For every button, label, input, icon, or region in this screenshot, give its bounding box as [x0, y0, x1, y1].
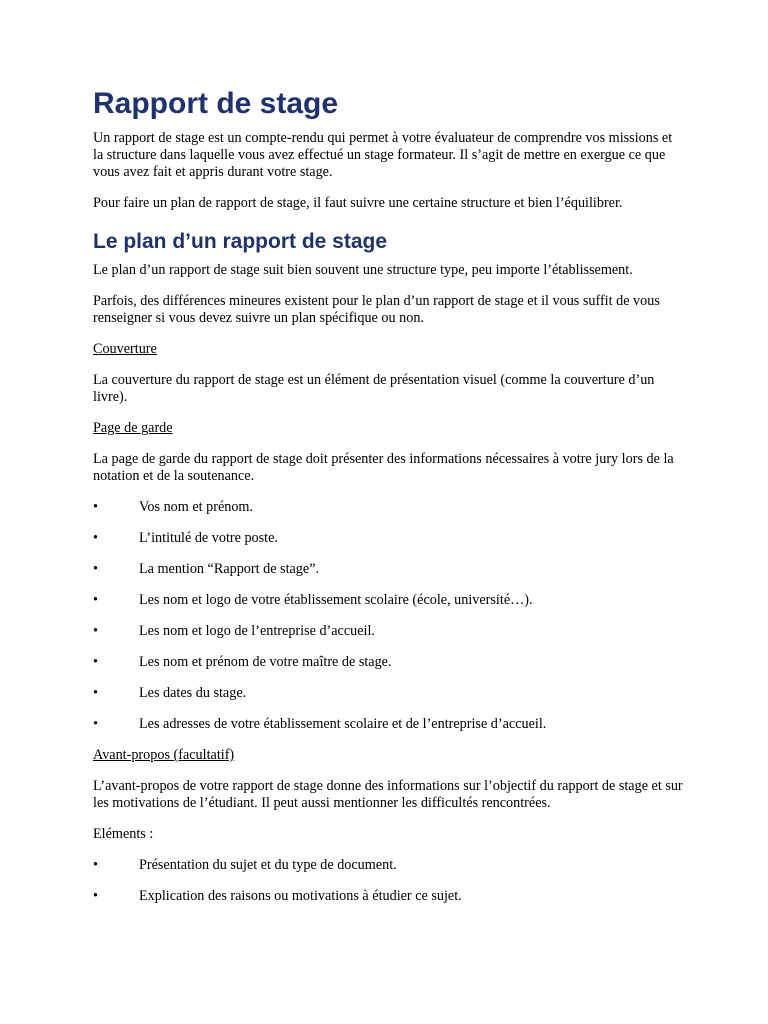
intro-paragraph: Pour faire un plan de rapport de stage, il faut suivre une certaine structure et bien l’équilibrer. [93, 195, 623, 211]
list-item: • Explication des raisons ou motivations à étudier ce sujet. [93, 888, 462, 904]
list-item: • La mention “Rapport de stage”. [93, 561, 320, 577]
bullet-icon: • [93, 685, 98, 701]
page-de-garde-text: La page de garde du rapport de stage doit présenter des informations nécessaires à votre jury lors de la notation et de la soutenance. [93, 451, 674, 484]
list-item: • L’intitulé de votre poste. [93, 530, 278, 546]
couverture-text: La couverture du rapport de stage est un élément de présentation visuel (comme la couverture d’un livre). [93, 372, 655, 405]
elements-label: Eléments : [93, 826, 154, 842]
page-de-garde-list [93, 499, 683, 733]
list-item: • Les nom et prénom de votre maître de stage. [93, 654, 392, 670]
bullet-icon: • [93, 592, 98, 608]
couverture-heading: Couverture [93, 341, 157, 357]
bullet-icon: • [93, 888, 98, 904]
bullet-icon: • [93, 716, 98, 732]
section-paragraph: Le plan d’un rapport de stage suit bien souvent une structure type, peu importe l’établissement. [93, 262, 633, 278]
document-page [93, 86, 683, 919]
list-item: • Les nom et logo de votre établissement scolaire (école, université…). [93, 592, 533, 608]
list-item: • Les adresses de votre établissement scolaire et de l’entreprise d’accueil. [93, 716, 547, 732]
list-item: • Vos nom et prénom. [93, 499, 254, 515]
page-de-garde-heading: Page de garde [93, 420, 173, 436]
avant-propos-heading: Avant-propos (facultatif) [93, 747, 235, 763]
avant-propos-list [93, 857, 683, 905]
bullet-icon: • [93, 857, 98, 873]
bullet-icon: • [93, 623, 98, 639]
page-title: Rapport de stage [93, 87, 339, 120]
list-item: • Les dates du stage. [93, 685, 247, 701]
section-paragraph: Parfois, des différences mineures existent pour le plan d’un rapport de stage et il vous suffit de vous renseigner si vous devez suivre un plan spécifique ou non. [93, 293, 660, 326]
list-item: • Les nom et logo de l’entreprise d’accueil. [93, 623, 375, 639]
bullet-icon: • [93, 499, 98, 515]
list-item: • Présentation du sujet et du type de document. [93, 857, 397, 873]
avant-propos-text: L’avant-propos de votre rapport de stage donne des informations sur l’objectif du rapport de stage et sur les motivations de l’étudiant. Il peut aussi mentionner les difficultés rencontrées. [93, 778, 683, 811]
section-heading: Le plan d’un rapport de stage [93, 230, 388, 253]
bullet-icon: • [93, 561, 98, 577]
bullet-icon: • [93, 654, 98, 670]
intro-paragraph: Un rapport de stage est un compte-rendu qui permet à votre évaluateur de comprendre vos missions et la structure dans laquelle vous avez effectué un stage formateur. Il s’agit de mettre en exergue ce que vous avez fait et appris durant votre stage. [93, 130, 673, 180]
bullet-icon: • [93, 530, 98, 546]
